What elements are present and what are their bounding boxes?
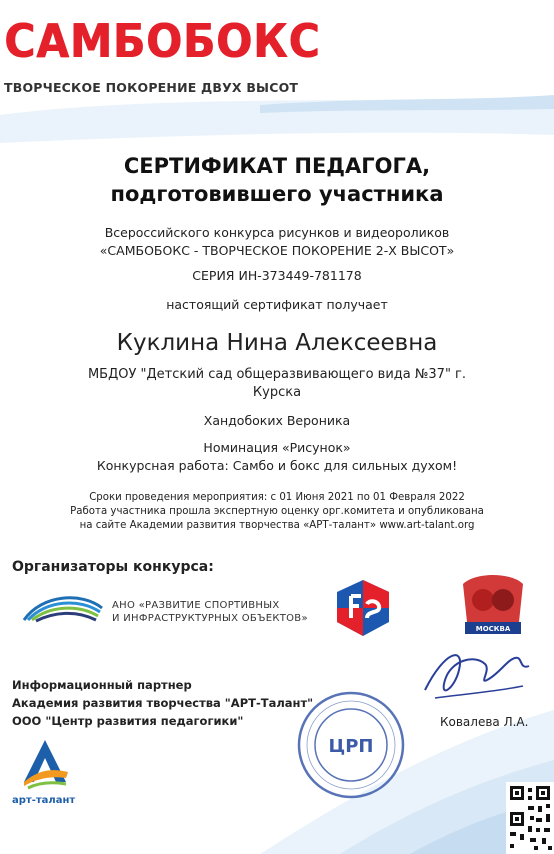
- brand-logo: САМБОБОКС: [4, 14, 321, 68]
- title-line-2: подготовившего участника: [110, 182, 444, 206]
- brand-tagline: ТВОРЧЕСКОЕ ПОКОРЕНИЕ ДВУХ ВЫСОТ: [4, 80, 299, 95]
- partner-line-3: ООО "Центр развития педагогики": [12, 714, 244, 728]
- nomination-block: [0, 439, 554, 475]
- terms-line-1: Сроки проведения мероприятия: с 01 Июня 2021 по 01 Февраля 2022: [89, 492, 465, 503]
- terms-line-3: на сайте Академии развития творчества «АРТ-талант» www.art-talant.org: [79, 520, 475, 531]
- ano-organizer-name: [112, 599, 308, 625]
- nomination: Номинация «Рисунок»: [203, 440, 351, 455]
- student-name: Хандобоких Вероника: [203, 413, 351, 428]
- receives-text: настоящий сертификат получает: [166, 297, 388, 312]
- contest-line-1: Всероссийского конкурса рисунков и видеороликов: [104, 225, 450, 240]
- contest-work: Конкурсная работа: Самбо и бокс для сильных духом!: [96, 458, 458, 473]
- terms-line-2: Работа участника прошла экспертную оценку орг.комитета и опубликована: [70, 506, 484, 517]
- ano-line-1: АНО «РАЗВИТИЕ СПОРТИВНЫХ: [112, 600, 280, 611]
- organizers-heading: Организаторы конкурса:: [12, 559, 214, 575]
- serial-number: СЕРИЯ ИН-373449-781178: [192, 268, 362, 283]
- stamp-center-text: ЦРП: [328, 736, 374, 757]
- title-line-1: СЕРТИФИКАТ ПЕДАГОГА,: [123, 154, 431, 178]
- boxing-logo-caption: МОСКВА: [475, 625, 511, 633]
- event-terms: [0, 491, 554, 533]
- art-talant-label: арт-талант: [12, 795, 76, 806]
- header-wave-decoration: [0, 95, 554, 155]
- recipient-organization: МБДОУ "Детский сад общеразвивающего вида №37" г. Курска: [87, 367, 467, 400]
- signer-name: Ковалева Л.А.: [440, 715, 529, 729]
- boxing-federation-logo-icon: [455, 570, 531, 640]
- signature-scribble: [415, 640, 535, 710]
- contest-name: [0, 224, 554, 260]
- fas-emblem-icon: [333, 578, 393, 638]
- qr-code: [506, 782, 554, 854]
- contest-line-2: «САМБОБОКС - ТВОРЧЕСКОЕ ПОКОРЕНИЕ 2-Х ВЫСОТ»: [99, 243, 455, 258]
- recipient-name: Куклина Нина Алексеевна: [116, 330, 438, 356]
- partner-line-1: Информационный партнер: [12, 678, 192, 692]
- partner-line-2: Академия развития творчества "АРТ-Талант": [12, 696, 314, 710]
- ano-logo-icon: [22, 590, 104, 624]
- ano-line-2: И ИНФРАСТРУКТУРНЫХ ОБЪЕКТОВ»: [112, 613, 308, 624]
- organization-stamp: [296, 690, 406, 800]
- certificate-title: [0, 152, 554, 208]
